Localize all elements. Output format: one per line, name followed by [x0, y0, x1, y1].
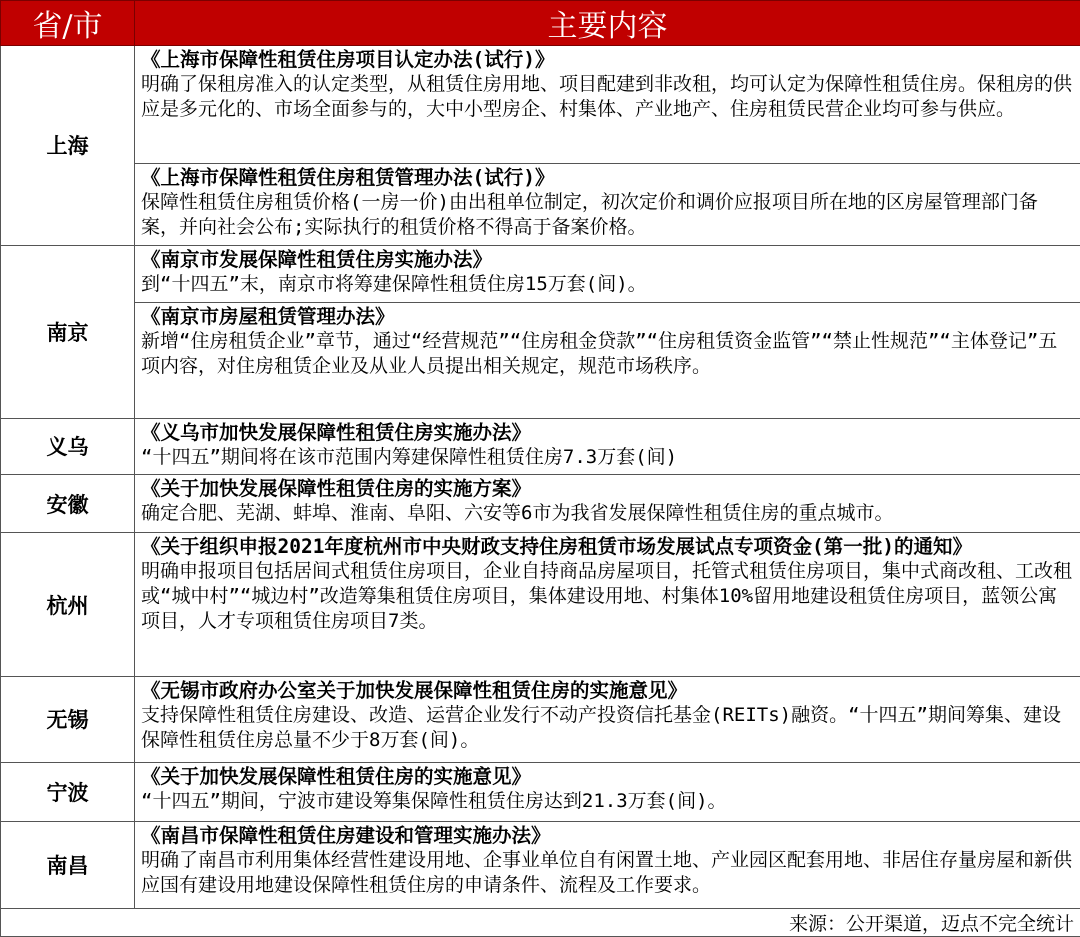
province-hangzhou: 杭州	[1, 533, 135, 677]
table-row	[1, 418, 1080, 474]
policy-cell	[135, 164, 1080, 245]
policy-title: 《上海市保障性租赁住房项目认定办法(试行)》	[141, 48, 555, 72]
policy-cell	[135, 302, 1080, 418]
policy-desc: 新增“住房租赁企业”章节，通过“经营规范”“住房租金贷款”“住房租赁资金监管”“禁止性规范”“主体登记”五项内容，对住房租赁企业及从业人员提出相关规定，规范市场秩序。	[141, 329, 1058, 377]
policy-cell	[135, 533, 1080, 677]
source-note: 来源：公开渠道，迈点不完全统计	[1, 908, 1080, 936]
policy-cell	[135, 474, 1080, 532]
policy-cell	[135, 418, 1080, 474]
table-row	[1, 474, 1080, 532]
policy-title: 《关于组织申报2021年度杭州市中央财政支持住房租赁市场发展试点专项资金(第一批)的通知》	[141, 535, 972, 559]
policy-title: 《上海市保障性租赁住房租赁管理办法(试行)》	[141, 166, 555, 190]
policy-title: 《关于加快发展保障性租赁住房的实施意见》	[141, 764, 532, 788]
policy-cell	[135, 245, 1080, 302]
header-province: 省/市	[1, 1, 135, 46]
policy-desc: 支持保障性租赁住房建设、改造、运营企业发行不动产投资信托基金(REITs)融资。“十四五”期间筹集、建设保障性租赁住房总量不少于8万套(间)。	[141, 704, 1061, 752]
header-row	[1, 1, 1080, 46]
policy-title: 《南昌市保障性租赁住房建设和管理实施办法》	[141, 823, 551, 847]
province-anhui: 安徽	[1, 474, 135, 532]
province-shanghai: 上海	[1, 46, 135, 245]
header-content: 主要内容	[135, 1, 1080, 46]
policy-cell	[135, 821, 1080, 908]
table-row	[1, 245, 1080, 302]
policy-title: 《南京市发展保障性租赁住房实施办法》	[141, 247, 493, 271]
table-row	[1, 762, 1080, 821]
policy-desc: “十四五”期间将在该市范围内筹建保障性租赁住房7.3万套(间)	[141, 445, 678, 468]
policy-cell	[135, 762, 1080, 821]
province-yiwu: 义乌	[1, 418, 135, 474]
policy-title: 《南京市房屋租赁管理办法》	[141, 304, 395, 328]
policy-title: 《义乌市加快发展保障性租赁住房实施办法》	[141, 420, 532, 444]
province-nanchang: 南昌	[1, 821, 135, 908]
source-row	[1, 908, 1080, 936]
province-wuxi: 无锡	[1, 677, 135, 762]
table-row	[1, 46, 1080, 164]
policy-desc: 明确了南昌市利用集体经营性建设用地、企事业单位自有闲置土地、产业园区配套用地、非居住存量房屋和新供应国有建设用地建设保障性租赁住房的申请条件、流程及工作要求。	[141, 848, 1073, 896]
province-nanjing: 南京	[1, 245, 135, 418]
policy-desc: 明确了保租房准入的认定类型，从租赁住房用地、项目配建到非改租，均可认定为保障性租赁住房。保租房的供应是多元化的、市场全面参与的，大中小型房企、村集体、产业地产、住房租赁民营企业均可参与供应。	[141, 73, 1073, 121]
table-row	[1, 302, 1080, 418]
policy-cell	[135, 677, 1080, 762]
policy-title: 《无锡市政府办公室关于加快发展保障性租赁住房的实施意见》	[141, 679, 688, 703]
policy-desc: “十四五”期间，宁波市建设筹集保障性租赁住房达到21.3万套(间)。	[141, 789, 727, 812]
policy-desc: 明确申报项目包括居间式租赁住房项目，企业自持商品房屋项目，托管式租赁住房项目，集中式商改租、工改租或“城中村”“城边村”改造筹集租赁住房项目，集体建设用地、村集体10%留用地建设租赁住房项目，蓝领公寓项目，人才专项租赁住房项目7类。	[141, 560, 1073, 633]
province-ningbo: 宁波	[1, 762, 135, 821]
table-row	[1, 533, 1080, 677]
policy-desc: 保障性租赁住房租赁价格(一房一价)由出租单位制定，初次定价和调价应报项目所在地的区房屋管理部门备案，并向社会公布;实际执行的租赁价格不得高于备案价格。	[141, 191, 1038, 239]
table-row	[1, 821, 1080, 908]
table-row	[1, 677, 1080, 762]
policy-cell	[135, 46, 1080, 164]
table-row	[1, 164, 1080, 245]
policy-desc: 确定合肥、芜湖、蚌埠、淮南、阜阳、六安等6市为我省发展保障性租赁住房的重点城市。	[141, 501, 894, 524]
policy-desc: 到“十四五”末，南京市将筹建保障性租赁住房15万套(间)。	[141, 272, 647, 295]
policy-title: 《关于加快发展保障性租赁住房的实施方案》	[141, 476, 532, 500]
